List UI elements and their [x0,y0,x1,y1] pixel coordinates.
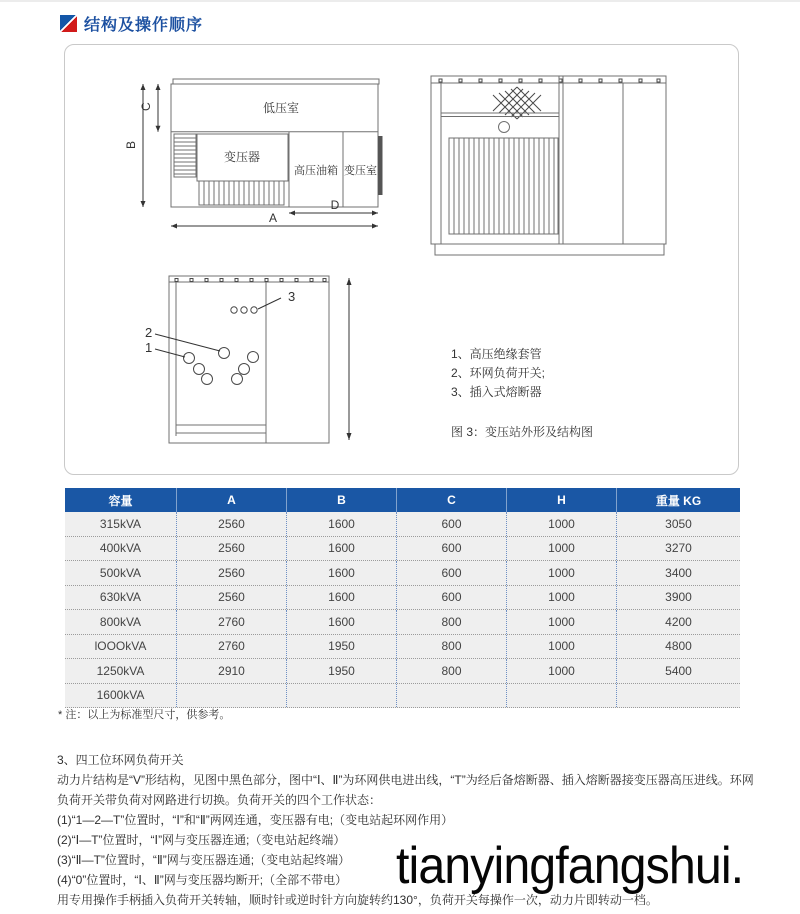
switch-state-item: (4)“0”位置时，“Ⅰ、Ⅱ”网与变压器均断开;（全部不带电） [57,873,348,887]
cell-weight: 3050 [665,516,692,531]
table-body [65,512,740,708]
section-heading: 3、四工位环网负荷开关 [57,753,184,767]
cell-b [287,684,397,708]
table-row [65,684,740,709]
watermark-text: tianyingfangshui. [396,837,744,895]
callout-2: 2 [145,325,153,340]
cell-b: 1600 [287,512,397,536]
callout-3: 3 [288,289,296,304]
door-knob [499,122,510,133]
legend-item: 1、高压绝缘套管 [451,347,542,361]
figure-panel [64,44,739,475]
section-marker-icon [60,15,77,32]
table-row [65,586,740,611]
col-header-weight: 重量 KG [655,493,702,508]
table-note: * 注：以上为标准型尺寸，供参考。 [58,709,231,721]
switch-state-item: (2)“Ⅰ—T”位置时，“Ⅰ”网与变压器连通;（变电站起终端） [57,833,346,847]
cell-h: 1000 [507,610,617,634]
legend-item: 2、环网负荷开关; [451,366,546,380]
dim-c-label: C [139,102,153,111]
cell-h: 1000 [507,537,617,561]
cell-capacity: 500kVA [65,561,177,585]
switch-state-item: (3)“Ⅱ—T”位置时，“Ⅱ”网与变压器连通;（变电站起终端） [57,853,351,867]
cell-weight: 3900 [665,590,692,605]
section-footer: 用专用操作手柄插入负荷开关转轴，顺时针或逆时针方向旋转约130°，负荷开关每操作一次，动力片即转动一档。 [57,893,658,907]
switch-state-item: (1)“1—2—T”位置时，“Ⅰ”和“Ⅱ”两网连通，变压器有电;（变电站起环网作用） [57,813,454,827]
cell-a [177,684,287,708]
cell-weight [617,684,740,708]
cell-b: 1600 [287,586,397,610]
cell-b: 1950 [287,659,397,683]
cell-weight: 4800 [665,639,692,654]
cell-b: 1600 [287,537,397,561]
dimension-table [65,488,740,708]
col-header-h: H [507,488,617,512]
cell-h: 1000 [507,512,617,536]
section-intro: 动力片结构是“V”形结构，见图中黑色部分，图中“Ⅰ、Ⅱ”为环网供电进出线，“T”为经后备熔断器、插入熔断器接变压器高压进线。环网负荷开关带负荷对网路进行切换。负荷开关的四个工作状态： [57,773,754,807]
cell-a: 2760 [177,635,287,659]
col-header-capacity: 容量 [65,488,177,512]
label-transformer-room: 变压室 [344,165,377,177]
cell-c: 600 [397,537,507,561]
table-row [65,610,740,635]
page-top-edge [0,0,800,2]
cell-a: 2760 [177,610,287,634]
legend-item: 3、插入式熔断器 [451,385,542,399]
cell-c: 600 [397,561,507,585]
table-header-row [65,488,740,512]
page-title: 结构及操作顺序 [84,17,204,34]
dim-b-label: B [124,140,138,149]
table-row [65,635,740,660]
figure-caption: 图 3：变压站外形及结构图 [451,425,594,439]
cell-capacity: 800kVA [65,610,177,634]
cell-capacity: 1250kVA [65,659,177,683]
callout-1: 1 [145,340,153,355]
cell-c [397,684,507,708]
cell-a: 2910 [177,659,287,683]
cell-weight: 3400 [665,565,692,580]
cell-a: 2560 [177,561,287,585]
dim-d-label: D [330,198,340,212]
cell-capacity: lOOOkVA [65,635,177,659]
section-title-bar [60,12,203,35]
cell-a: 2560 [177,512,287,536]
cell-b: 1600 [287,610,397,634]
cell-weight: 5400 [665,663,692,678]
cell-b: 1950 [287,635,397,659]
cell-c: 800 [397,659,507,683]
rear-view-diagram [131,261,361,451]
vent-crosshatch [493,87,541,119]
col-header-b: B [287,488,397,512]
cell-capacity: 1600kVA [65,684,177,708]
cell-capacity: 315kVA [65,512,177,536]
cell-h: 1000 [507,586,617,610]
figure-legend [451,345,545,402]
cell-weight: 4200 [665,614,692,629]
cell-c: 600 [397,512,507,536]
plan-view-diagram [121,59,391,234]
cell-weight: 3270 [665,541,692,556]
cell-b: 1600 [287,561,397,585]
cell-capacity: 400kVA [65,537,177,561]
label-hv-oil-tank: 高压油箱 [294,165,338,177]
cell-c: 800 [397,635,507,659]
cell-h: 1000 [507,635,617,659]
col-header-c: C [397,488,507,512]
elevation-view-diagram [421,61,671,266]
col-header-a: A [177,488,287,512]
dim-a-label: A [268,211,278,225]
table-row [65,537,740,562]
cell-a: 2560 [177,537,287,561]
label-transformer: 变压器 [223,150,261,164]
cell-h [507,684,617,708]
cell-h: 1000 [507,659,617,683]
cell-c: 600 [397,586,507,610]
cell-h: 1000 [507,561,617,585]
table-row [65,561,740,586]
table-row [65,659,740,684]
label-low-voltage-room: 低压室 [262,101,300,115]
table-row [65,512,740,537]
cell-c: 800 [397,610,507,634]
cell-a: 2560 [177,586,287,610]
side-tab [378,136,383,195]
cell-capacity: 630kVA [65,586,177,610]
